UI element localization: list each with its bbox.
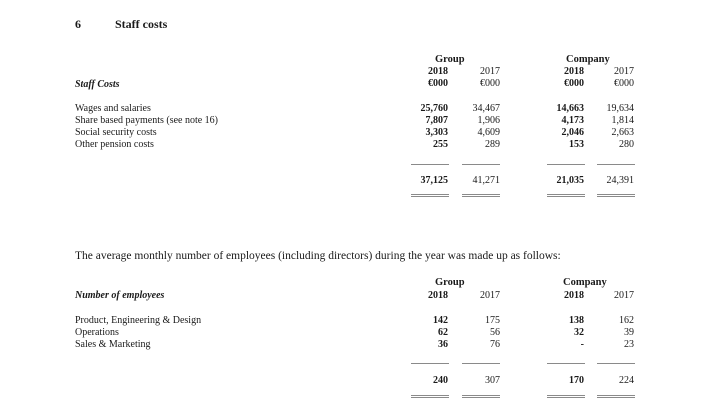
col-year-group-2018: 2018 <box>428 66 448 77</box>
cell: 2,663 <box>611 127 634 138</box>
cell: 32 <box>574 327 584 338</box>
cell: 36 <box>438 339 448 350</box>
total-double-rule <box>411 395 449 398</box>
subtotal-rule <box>462 363 500 364</box>
row-label: Sales & Marketing <box>75 339 151 350</box>
cell: 153 <box>569 139 584 150</box>
subtotal-rule <box>547 363 585 364</box>
cell: 280 <box>619 139 634 150</box>
total-double-rule <box>462 395 500 398</box>
employees-row-label: Number of employees <box>75 290 165 301</box>
total-double-rule <box>597 194 635 197</box>
col-year-company-2018: 2018 <box>564 290 584 301</box>
cell: 1,906 <box>477 115 500 126</box>
cell: 76 <box>490 339 500 350</box>
cell: 3,303 <box>425 127 448 138</box>
cell: 142 <box>433 315 448 326</box>
cell: 255 <box>433 139 448 150</box>
cell: 23 <box>624 339 634 350</box>
cell: 7,807 <box>425 115 448 126</box>
col-year-group-2017: 2017 <box>480 290 500 301</box>
total-cell: 37,125 <box>420 175 448 186</box>
total-double-rule <box>547 194 585 197</box>
note-title: Staff costs <box>115 17 168 31</box>
subtotal-rule <box>597 363 635 364</box>
row-label: Social security costs <box>75 127 157 138</box>
total-cell: 240 <box>433 375 448 386</box>
row-label: Wages and salaries <box>75 103 151 114</box>
total-cell: 224 <box>619 375 634 386</box>
col-year-company-2017: 2017 <box>614 66 634 77</box>
col-year-group-2017: 2017 <box>480 66 500 77</box>
cell: 2,046 <box>561 127 584 138</box>
col-year-group-2018: 2018 <box>428 290 448 301</box>
employees-intro: The average monthly number of employees (including directors) during the year was made up as follows: <box>75 250 561 262</box>
company-heading: Company <box>563 277 607 288</box>
row-label: Other pension costs <box>75 139 154 150</box>
cell: 39 <box>624 327 634 338</box>
cell: 34,467 <box>472 103 500 114</box>
total-cell: 24,391 <box>606 175 634 186</box>
cell: 1,814 <box>611 115 634 126</box>
group-heading: Group <box>435 277 465 288</box>
col-year-company-2018: 2018 <box>564 66 584 77</box>
col-unit: €000 <box>428 78 448 89</box>
group-heading: Group <box>435 54 465 65</box>
cell: 14,663 <box>556 103 584 114</box>
total-double-rule <box>547 395 585 398</box>
total-cell: 21,035 <box>556 175 584 186</box>
col-unit: €000 <box>480 78 500 89</box>
row-label: Operations <box>75 327 119 338</box>
company-heading: Company <box>566 54 610 65</box>
cell: 25,760 <box>420 103 448 114</box>
col-year-company-2017: 2017 <box>614 290 634 301</box>
cell: 138 <box>569 315 584 326</box>
row-label: Share based payments (see note 16) <box>75 115 219 126</box>
subtotal-rule <box>411 164 449 165</box>
cell: 19,634 <box>606 103 634 114</box>
total-double-rule <box>411 194 449 197</box>
cell: 162 <box>619 315 634 326</box>
subtotal-rule <box>462 164 500 165</box>
total-double-rule <box>462 194 500 197</box>
col-unit: €000 <box>564 78 584 89</box>
total-cell: 307 <box>485 375 500 386</box>
cell: 4,173 <box>561 115 584 126</box>
cell: 56 <box>490 327 500 338</box>
total-cell: 170 <box>569 375 584 386</box>
subtotal-rule <box>597 164 635 165</box>
note-number: 6 <box>75 17 81 31</box>
cell: 175 <box>485 315 500 326</box>
subtotal-rule <box>411 363 449 364</box>
cell: 62 <box>438 327 448 338</box>
row-label: Product, Engineering & Design <box>75 315 202 326</box>
cell: 289 <box>485 139 500 150</box>
col-unit: €000 <box>614 78 634 89</box>
subtotal-rule <box>547 164 585 165</box>
staff-costs-row-label: Staff Costs <box>75 79 120 90</box>
cell: - <box>580 339 584 350</box>
total-double-rule <box>597 395 635 398</box>
cell: 4,609 <box>477 127 500 138</box>
total-cell: 41,271 <box>472 175 500 186</box>
